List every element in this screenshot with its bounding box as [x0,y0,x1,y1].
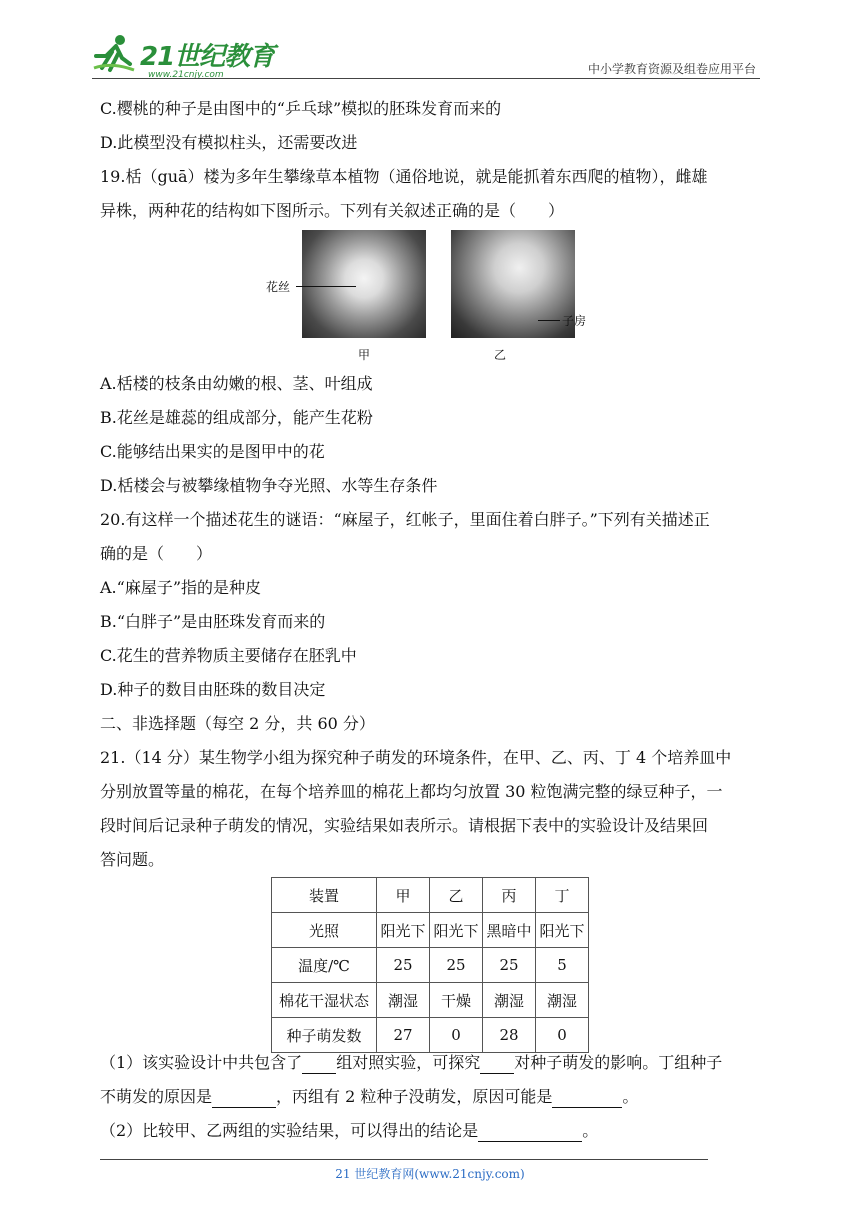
table-cell: 丙 [483,878,536,913]
sub-question-text: （2）比较甲、乙两组的实验结果，可以得出的结论是 [100,1121,479,1140]
table-cell: 种子萌发数 [272,1018,377,1053]
table-cell: 潮湿 [536,983,589,1018]
option-d: D.栝楼会与被攀缘植物争夺光照、水等生存条件 [100,476,438,495]
table-cell: 27 [377,1018,430,1053]
table-cell: 5 [536,948,589,983]
question-19-text: 19.栝（guā）楼为多年生攀缘草本植物（通俗地说，就是能抓着东西爬的植物），雌雄 [100,167,708,186]
option-a: A.栝楼的枝条由幼嫩的根、茎、叶组成 [100,374,373,393]
table-cell: 丁 [536,878,589,913]
sub-question-text: 。 [582,1121,599,1140]
footer-link[interactable]: 21 世纪教育网(www.21cnjy.com) [335,1167,525,1181]
table-row [272,983,589,1018]
question-21-text: 分别放置等量的棉花，在每个培养皿的棉花上都均匀放置 30 粒饱满完整的绿豆种子，一 [100,782,723,801]
sub-question-text: 组对照实验，可探究 [336,1053,481,1072]
filament-pointer [296,286,356,287]
male-flower-photo [451,230,575,338]
sub-question-text: 不萌发的原因是 [100,1087,213,1106]
sub-question-text: ，丙组有 2 粒种子没萌发，原因可能是 [276,1087,553,1106]
option-b: B.花丝是雄蕊的组成部分，能产生花粉 [100,408,373,427]
table-cell: 25 [377,948,430,983]
runner-logo-icon [92,34,136,74]
ovary-label: 子房 [562,314,587,328]
table-cell: 0 [430,1018,483,1053]
option-d: D.种子的数目由胚珠的数目决定 [100,680,326,699]
table-row [272,1018,589,1053]
table-cell: 潮湿 [377,983,430,1018]
table-row [272,913,589,948]
option-c: C.花生的营养物质主要储存在胚乳中 [100,646,357,665]
table-row [272,948,589,983]
sub-question-text: （1）该实验设计中共包含了 [100,1053,303,1072]
table-cell: 棉花干湿状态 [272,983,377,1018]
logo-url: www.21cnjy.com [148,70,224,80]
sub-question-2 [100,1120,598,1142]
table-cell: 阳光下 [377,913,430,948]
page-header [92,30,760,80]
table-cell: 28 [483,1018,536,1053]
question-19-text-cont: 异株，两种花的结构如下图所示。下列有关叙述正确的是（ ） [100,201,565,220]
table-cell: 装置 [272,878,377,913]
table-cell: 阳光下 [536,913,589,948]
table-cell: 25 [483,948,536,983]
table-cell: 潮湿 [483,983,536,1018]
option-a: A.“麻屋子”指的是种皮 [100,578,262,597]
sub-question-text: 。 [622,1087,639,1106]
sub-question-1-cont [100,1086,638,1108]
table-cell: 0 [536,1018,589,1053]
question-21-text: 答问题。 [100,850,165,869]
flower-figure [266,230,596,370]
answer-blank[interactable] [212,1089,276,1108]
answer-blank[interactable] [302,1055,336,1074]
option-line: D.此模型没有模拟柱头，还需要改进 [100,133,358,152]
table-row [272,878,589,913]
option-c: C.能够结出果实的是图甲中的花 [100,442,325,461]
caption-a: 甲 [358,348,371,362]
logo [92,34,274,74]
option-b: B.“白胖子”是由胚珠发育而来的 [100,612,326,631]
question-21-text: 21.（14 分）某生物学小组为探究种子萌发的环境条件，在甲、乙、丙、丁 4 个培养皿中 [100,748,732,767]
footer-divider [100,1159,708,1160]
table-cell: 甲 [377,878,430,913]
logo-text: 21世纪教育 [140,41,275,72]
question-21-text: 段时间后记录种子萌发的情况，实验结果如表所示。请根据下表中的实验设计及结果回 [100,816,709,835]
table-cell: 25 [430,948,483,983]
header-tagline: 中小学教育资源及组卷应用平台 [587,62,756,76]
table-cell: 光照 [272,913,377,948]
table-cell: 阳光下 [430,913,483,948]
table-cell: 温度/℃ [272,948,377,983]
question-20-text-cont: 确的是（ ） [100,544,213,563]
table-cell: 乙 [430,878,483,913]
table-cell: 干燥 [430,983,483,1018]
female-flower-photo [302,230,426,338]
header-divider [92,78,760,79]
sub-question-1 [100,1052,722,1074]
caption-b: 乙 [494,348,507,362]
answer-blank[interactable] [552,1089,622,1108]
experiment-table [271,877,589,1053]
answer-blank[interactable] [480,1055,514,1074]
question-20-text: 20.有这样一个描述花生的谜语：“麻屋子，红帐子，里面住着白胖子。”下列有关描述正 [100,510,710,529]
ovary-pointer [538,320,560,321]
table-cell: 黑暗中 [483,913,536,948]
answer-blank[interactable] [478,1123,582,1142]
option-line: C.樱桃的种子是由图中的“乒乓球”模拟的胚珠发育而来的 [100,99,502,118]
section-heading: 二、非选择题（每空 2 分，共 60 分） [100,714,375,733]
filament-label: 花丝 [266,280,291,294]
sub-question-text: 对种子萌发的影响。丁组种子 [514,1053,723,1072]
